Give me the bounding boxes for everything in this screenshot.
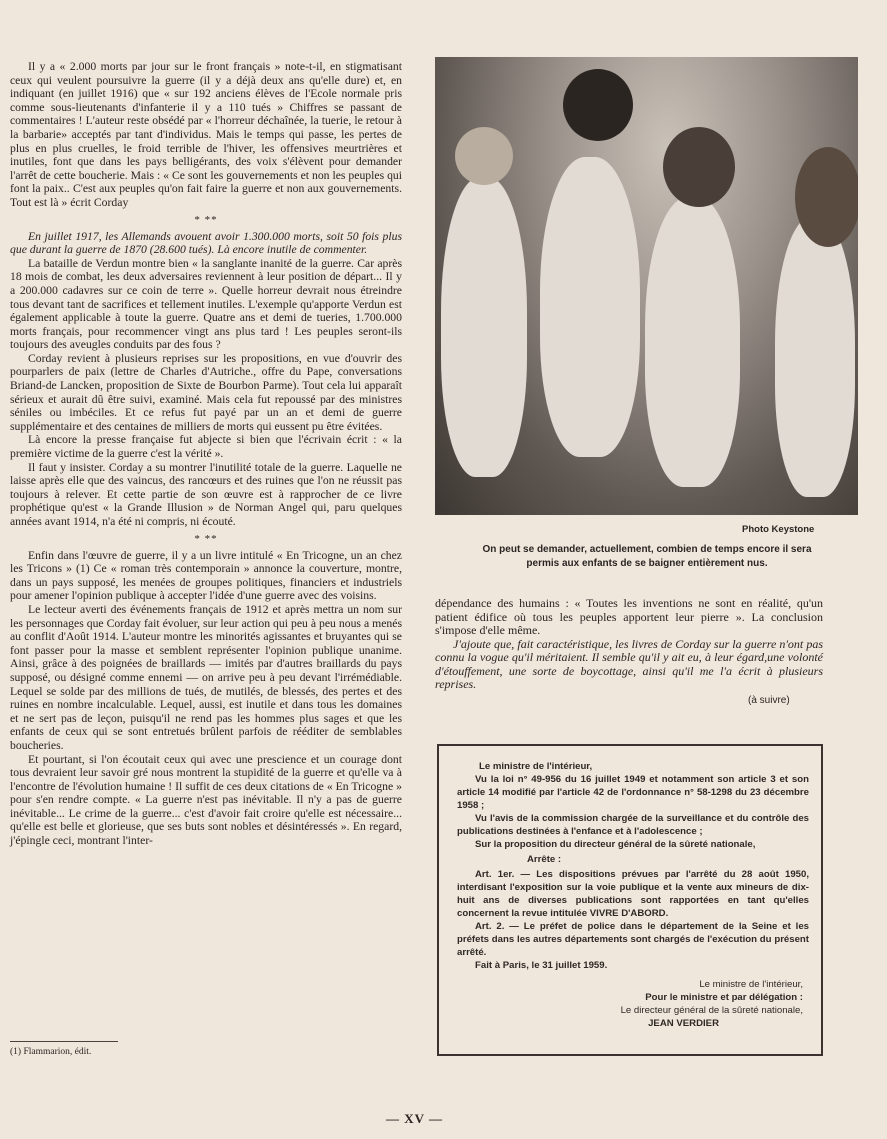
paragraph: Le lecteur averti des événements français de 1912 et après mettra un nom sur les personnages que Corday fait évoluer, sur leur action qui peu à peu nous a menés au conflit d'Août 1914. L'auteur montre les minorités agissantes et bruyantes qui se font passer pour la masse et semblent représenter l'opinion publique unanime. Ainsi, grâce à des poignées de braillards — imités par d'autres braillards du pays supposé, ou désigné comme ennemi — on arrive peu à peu devant l'irrémédiable. Lequel se solde par des millions de tués, de mutilés, de blessés, des pertes et des ruines en nombre incalculable. Lequel, aussi, est inutile et dans tous les domaines et ne sert pas de leçon, puisqu'il ne rend pas les hommes plus sages et que les enfants de ceux qui se sont entretués brûlent parfois de rééditer de semblables boucheries. bbox=[10, 602, 402, 752]
signature-line: Le ministre de l'intérieur, bbox=[699, 979, 803, 990]
decree-box bbox=[437, 744, 823, 1056]
decree-clause: Vu la loi n° 49-956 du 16 juillet 1949 et notamment son article 3 et son article 14 modifié par l'article 42 de l'ordonnance n° 58-1298 du 23 décembre 1958 ; bbox=[457, 774, 809, 811]
paragraph: Corday revient à plusieurs reprises sur les propositions, en vue d'ouvrir des pourparlers de paix (lettre de Charles d'Autriche., offre du Pape, conversations Briand-de Lancken, proposition de Sixte de Bourbon Parme). Tout cela lui apparaît sérieux et aurait dû être suivi, examiné. Mais cela fut repoussé par des ministres séniles ou imbéciles. Et ce refus fut payé par un an et demi de guerre supplémentaire et des centaines de milliers de morts qui eussent pu être évitées. bbox=[10, 351, 402, 433]
caption-line: On peut se demander, actuellement, combien de temps encore il sera bbox=[482, 544, 812, 555]
signature-line: Le directeur général de la sûreté nationale, bbox=[620, 1005, 803, 1016]
paragraph: Il y a « 2.000 morts par jour sur le front français » note-t-il, en stigmatisant ceux qui veulent poursuivre la guerre (il y a déjà deux ans qu'elle dure) et, en indiquant (en juillet 1916) que « sur 192 anciens élèves de l'Ecole normale pris comme sous-lieutenants d'infanterie il y a 110 tués » Chiffres se passant de commentaires ! L'auteur reste obsédé par « l'horreur déchaînée, la tuerie, le retour à la barbarie» acceptés par tant d'individus. Mais le temps qui passe, les pertes de plus en plus cruelles, le froid terrible de l'hiver, les offensives meurtrières et inutiles, font que dans les pays belligérants, des voix s'élèvent pour demander l'arrêt de cette boucherie. Mais : « Ce sont les gouvernements et non les peuples qui font la paix.. C'est aux peuples qu'on fait faire la guerre et non aux gouvernements. Tout est là » écrit Corday bbox=[10, 60, 402, 209]
decree-date: Fait à Paris, le 31 juillet 1959. bbox=[475, 960, 608, 971]
child-head bbox=[563, 69, 633, 141]
footnote-rule bbox=[10, 1041, 118, 1042]
paragraph: Enfin dans l'œuvre de guerre, il y a un livre intitulé « En Tricogne, un an chez les Tricons » (1) Ce « roman très contemporain » annonce la couverture, montre, dans un pays supposé, les menées de groupes politiques, financiers et industriels pour amener l'opinion publique à accepter l'idée d'une guerre avec des voisins. bbox=[10, 548, 402, 603]
paragraph: J'ajoute que, fait caractéristique, les livres de Corday sur la guerre n'ont pas connu la vogue qu'il méritaient. Il semble qu'il y ait eu, à leur égard,une volonté d'étouffement, une sorte de boycottage, ainsi qu'il me l'a écrit à plusieurs reprises. bbox=[435, 636, 823, 691]
section-separator: * ** bbox=[194, 213, 218, 226]
signature-delegation: Pour le ministre et par délégation : bbox=[645, 992, 803, 1003]
decree-title: Le ministre de l'intérieur, bbox=[479, 761, 593, 772]
signature-name: JEAN VERDIER bbox=[648, 1018, 719, 1029]
paragraph: En juillet 1917, les Allemands avouent avoir 1.300.000 morts, soit 50 fois plus que durant la guerre de 1870 (28.600 tués). Là encore inutile de commenter. bbox=[10, 229, 402, 257]
child-figure bbox=[775, 217, 855, 497]
child-head bbox=[663, 127, 735, 207]
child-figure bbox=[540, 157, 640, 457]
paragraph: Il faut y insister. Corday a su montrer l'inutilité totale de la guerre. Laquelle ne laisse après elle que des vaincus, des rancœurs et des ruines que l'on ne réussit pas toujours à relever. Et cette partie de son œuvre est à rapprocher de ce livre prophétique qu'est « la Grande Illusion » de Norman Angel qui, paru quelques années avant 1914, n'a été ni compris, ni écouté. bbox=[10, 460, 402, 528]
decree-clause: Sur la proposition du directeur général de la sûreté nationale, bbox=[475, 839, 756, 850]
decree-clause: Vu l'avis de la commission chargée de la surveillance et du contrôle des publications destinées à l'enfance et à l'adolescence ; bbox=[457, 813, 809, 837]
left-column bbox=[10, 60, 402, 848]
paragraph: La bataille de Verdun montre bien « la sanglante inanité de la guerre. Car après 18 mois de combat, les deux adversaires reviennent à leur position de départ... Il y a 200.000 cadavres sur ce coin de terre ». Quelle horreur devrait nous étreindre tous devant tant de sacrifices et tellement inutiles. L'exemple qu'apporte Verdun est également applicable à toute la guerre. Quatre ans et demi de tueries, 1.700.000 morts français, pour recommencer vingt ans plus tard ! Les peuples seront-ils toujours des aveugles conduits par des fous ? bbox=[10, 256, 402, 352]
decree-article: Art. 2. — Le préfet de police dans le département de la Seine et les préfets dans les autres départements sont chargés de l'exécution du présent arrêté. bbox=[457, 921, 809, 958]
signature-line bbox=[457, 1017, 809, 1030]
continued-note: (à suivre) bbox=[748, 695, 790, 706]
signature-line bbox=[457, 991, 809, 1004]
page-number: — XV — bbox=[386, 1111, 444, 1126]
child-head bbox=[795, 147, 858, 247]
decree-arrete: Arrête : bbox=[527, 854, 562, 865]
paragraph: Là encore la presse française fut abjecte si bien que l'écrivain écrit : « la première victime de la guerre c'est la vérité ». bbox=[10, 433, 402, 461]
paragraph: Et pourtant, si l'on écoutait ceux qui avec une prescience et un courage dont tous devraient leur savoir gré nous montrent la stupidité de la guerre et qu'elle va à l'encontre de l'évolution humaine ! Il suffit de ces deux citations de « En Tricogne » pour s'en rendre compte. « La guerre n'est pas inévitable. Il n'y a pas de guerre inévitable... Le crime de la guerre... c'est d'avoir fait croire qu'elle est nécessaire... qu'elle est belle et glorieuse, que ses buts sont nobles et désintéressés ». En regard, j'épingle ceci, montrant l'inter- bbox=[10, 752, 402, 848]
child-figure bbox=[645, 197, 740, 487]
caption-line: permis aux enfants de se baigner entièrement nus. bbox=[526, 558, 768, 569]
decree-article: Art. 1er. — Les dispositions prévues par l'arrêté du 28 août 1950, interdisant l'exposition sur la voie publique et la vente aux mineurs de dix-huit ans de diverses publications sont rapportées en tant qu'elles concernent la revue intitulée VIVRE D'ABORD. bbox=[457, 869, 809, 919]
photo-caption bbox=[434, 543, 860, 571]
right-column bbox=[435, 597, 823, 692]
photo-credit: Photo Keystone bbox=[742, 524, 815, 535]
child-figure bbox=[441, 177, 527, 477]
section-separator: * ** bbox=[194, 532, 218, 545]
child-head bbox=[455, 127, 513, 185]
footnote: (1) Flammarion, édit. bbox=[10, 1047, 92, 1057]
photo-children-bathing bbox=[435, 57, 858, 515]
paragraph: dépendance des humains : « Toutes les inventions ne sont en réalité, qu'un patient édifice où tous les peuples apportent leur pierre ». La conclusion s'impose d'elle même. bbox=[435, 596, 823, 637]
